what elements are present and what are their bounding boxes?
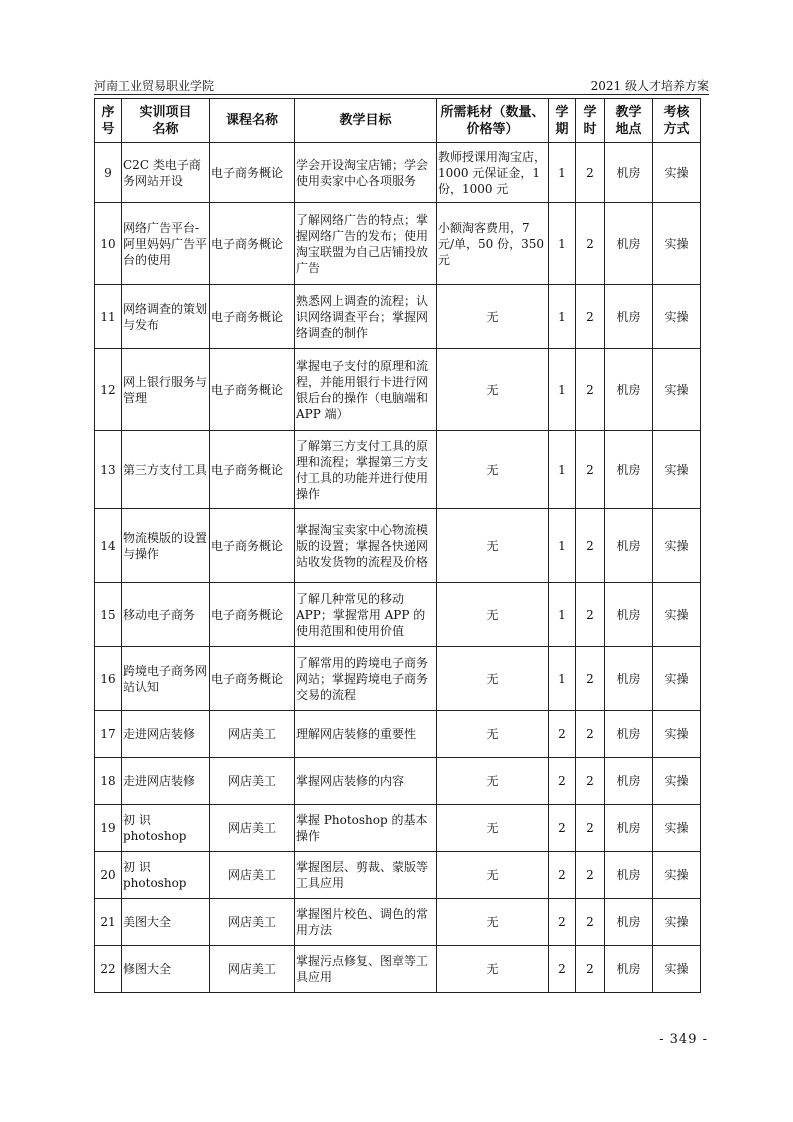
header-row <box>95 99 701 143</box>
col-header-hours: 学时 <box>576 99 605 143</box>
teaching-goal: 掌握电子支付的原理和流程，并能用银行卡进行网银后台的操作（电脑端和 APP 端） <box>295 349 437 431</box>
place: 机房 <box>605 899 653 946</box>
materials: 无 <box>437 647 549 711</box>
materials: 无 <box>437 431 549 509</box>
table-row <box>95 349 701 431</box>
hours: 2 <box>576 647 605 711</box>
row-number: 9 <box>95 143 122 203</box>
course-name: 网店美工 <box>210 758 295 805</box>
row-number: 16 <box>95 647 122 711</box>
place: 机房 <box>605 805 653 852</box>
table-row <box>95 583 701 647</box>
term: 2 <box>549 899 576 946</box>
place: 机房 <box>605 583 653 647</box>
place: 机房 <box>605 285 653 349</box>
term: 2 <box>549 711 576 758</box>
course-name: 电子商务概论 <box>210 349 295 431</box>
term: 2 <box>549 946 576 993</box>
page-number: - 349 - <box>659 1032 708 1047</box>
place: 机房 <box>605 349 653 431</box>
row-number: 10 <box>95 203 122 285</box>
place: 机房 <box>605 509 653 583</box>
table-row <box>95 852 701 899</box>
course-name: 电子商务概论 <box>210 431 295 509</box>
project-name: 走进网店装修 <box>122 758 210 805</box>
materials: 无 <box>437 285 549 349</box>
table-row <box>95 711 701 758</box>
exam-method: 实操 <box>653 431 701 509</box>
materials: 无 <box>437 509 549 583</box>
row-number: 18 <box>95 758 122 805</box>
course-name: 网店美工 <box>210 946 295 993</box>
place: 机房 <box>605 203 653 285</box>
table-row <box>95 143 701 203</box>
project-name: 网络广告平台-阿里妈妈广告平台的使用 <box>122 203 210 285</box>
col-header-course: 课程名称 <box>210 99 295 143</box>
exam-method: 实操 <box>653 143 701 203</box>
term: 1 <box>549 285 576 349</box>
row-number: 15 <box>95 583 122 647</box>
col-header-term: 学期 <box>549 99 576 143</box>
project-name: 移动电子商务 <box>122 583 210 647</box>
project-name: 初 识 photoshop <box>122 852 210 899</box>
table-row <box>95 509 701 583</box>
table-body <box>95 143 701 993</box>
term: 1 <box>549 509 576 583</box>
col-header-no: 序号 <box>95 99 122 143</box>
course-name: 网店美工 <box>210 711 295 758</box>
project-name: 初 识 photoshop <box>122 805 210 852</box>
teaching-goal: 掌握淘宝卖家中心物流模版的设置；掌握各快递网站收发货物的流程及价格 <box>295 509 437 583</box>
term: 1 <box>549 431 576 509</box>
hours: 2 <box>576 583 605 647</box>
col-header-project: 实训项目名称 <box>122 99 210 143</box>
table-row <box>95 805 701 852</box>
table-row <box>95 899 701 946</box>
teaching-goal: 了解常用的跨境电子商务网站；掌握跨境电子商务交易的流程 <box>295 647 437 711</box>
materials: 无 <box>437 758 549 805</box>
teaching-goal: 了解第三方支付工具的原理和流程；掌握第三方支付工具的功能并进行使用操作 <box>295 431 437 509</box>
course-name: 电子商务概论 <box>210 203 295 285</box>
course-name: 电子商务概论 <box>210 143 295 203</box>
hours: 2 <box>576 431 605 509</box>
row-number: 21 <box>95 899 122 946</box>
materials: 无 <box>437 583 549 647</box>
table-row <box>95 647 701 711</box>
term: 1 <box>549 647 576 711</box>
hours: 2 <box>576 946 605 993</box>
course-name: 电子商务概论 <box>210 285 295 349</box>
teaching-goal: 学会开设淘宝店铺；学会使用卖家中心各项服务 <box>295 143 437 203</box>
term: 1 <box>549 349 576 431</box>
col-header-materials: 所需耗材（数量、价格等） <box>437 99 549 143</box>
teaching-goal: 掌握网店装修的内容 <box>295 758 437 805</box>
course-name: 电子商务概论 <box>210 583 295 647</box>
exam-method: 实操 <box>653 349 701 431</box>
exam-method: 实操 <box>653 805 701 852</box>
row-number: 13 <box>95 431 122 509</box>
training-table <box>94 98 701 993</box>
materials: 无 <box>437 711 549 758</box>
header-rule <box>94 94 709 95</box>
teaching-goal: 掌握 Photoshop 的基本操作 <box>295 805 437 852</box>
place: 机房 <box>605 758 653 805</box>
col-header-exam: 考核方式 <box>653 99 701 143</box>
materials: 无 <box>437 946 549 993</box>
term: 2 <box>549 758 576 805</box>
row-number: 12 <box>95 349 122 431</box>
place: 机房 <box>605 647 653 711</box>
project-name: 网络调查的策划与发布 <box>122 285 210 349</box>
row-number: 11 <box>95 285 122 349</box>
place: 机房 <box>605 431 653 509</box>
exam-method: 实操 <box>653 509 701 583</box>
place: 机房 <box>605 946 653 993</box>
hours: 2 <box>576 852 605 899</box>
hours: 2 <box>576 509 605 583</box>
hours: 2 <box>576 349 605 431</box>
materials: 小额淘客费用，7 元/单，50 份，350 元 <box>437 203 549 285</box>
materials: 无 <box>437 852 549 899</box>
col-header-goal: 教学目标 <box>295 99 437 143</box>
exam-method: 实操 <box>653 583 701 647</box>
exam-method: 实操 <box>653 647 701 711</box>
materials: 教师授课用淘宝店，1000 元保证金，1 份，1000 元 <box>437 143 549 203</box>
term: 2 <box>549 852 576 899</box>
row-number: 19 <box>95 805 122 852</box>
table-row <box>95 758 701 805</box>
teaching-goal: 了解网络广告的特点；掌握网络广告的发布；使用淘宝联盟为自己店铺投放广告 <box>295 203 437 285</box>
table-row <box>95 431 701 509</box>
project-name: 物流模版的设置与操作 <box>122 509 210 583</box>
teaching-goal: 理解网店装修的重要性 <box>295 711 437 758</box>
course-name: 网店美工 <box>210 805 295 852</box>
hours: 2 <box>576 805 605 852</box>
exam-method: 实操 <box>653 285 701 349</box>
project-name: 修图大全 <box>122 946 210 993</box>
exam-method: 实操 <box>653 946 701 993</box>
project-name: 跨境电子商务网站认知 <box>122 647 210 711</box>
materials: 无 <box>437 349 549 431</box>
teaching-goal: 掌握图层、剪裁、蒙版等工具应用 <box>295 852 437 899</box>
materials: 无 <box>437 805 549 852</box>
hours: 2 <box>576 203 605 285</box>
hours: 2 <box>576 285 605 349</box>
table-row <box>95 203 701 285</box>
exam-method: 实操 <box>653 711 701 758</box>
course-name: 网店美工 <box>210 899 295 946</box>
place: 机房 <box>605 711 653 758</box>
materials: 无 <box>437 899 549 946</box>
term: 1 <box>549 583 576 647</box>
teaching-goal: 掌握污点修复、图章等工具应用 <box>295 946 437 993</box>
exam-method: 实操 <box>653 203 701 285</box>
header-doc-title: 2021 级人才培养方案 <box>590 79 709 93</box>
row-number: 14 <box>95 509 122 583</box>
exam-method: 实操 <box>653 899 701 946</box>
project-name: 走进网店装修 <box>122 711 210 758</box>
table-row <box>95 946 701 993</box>
hours: 2 <box>576 711 605 758</box>
project-name: C2C 类电子商务网站开设 <box>122 143 210 203</box>
course-name: 电子商务概论 <box>210 509 295 583</box>
teaching-goal: 熟悉网上调查的流程；认识网络调查平台；掌握网络调查的制作 <box>295 285 437 349</box>
teaching-goal: 掌握图片校色、调色的常用方法 <box>295 899 437 946</box>
table-row <box>95 285 701 349</box>
teaching-goal: 了解几种常见的移动 APP；掌握常用 APP 的使用范围和使用价值 <box>295 583 437 647</box>
row-number: 17 <box>95 711 122 758</box>
col-header-place: 教学地点 <box>605 99 653 143</box>
hours: 2 <box>576 899 605 946</box>
term: 1 <box>549 143 576 203</box>
course-name: 网店美工 <box>210 852 295 899</box>
hours: 2 <box>576 143 605 203</box>
row-number: 20 <box>95 852 122 899</box>
exam-method: 实操 <box>653 852 701 899</box>
hours: 2 <box>576 758 605 805</box>
exam-method: 实操 <box>653 758 701 805</box>
course-name: 电子商务概论 <box>210 647 295 711</box>
term: 2 <box>549 805 576 852</box>
header-school-name: 河南工业贸易职业学院 <box>94 79 215 93</box>
project-name: 第三方支付工具 <box>122 431 210 509</box>
term: 1 <box>549 203 576 285</box>
project-name: 网上银行服务与管理 <box>122 349 210 431</box>
row-number: 22 <box>95 946 122 993</box>
place: 机房 <box>605 852 653 899</box>
place: 机房 <box>605 143 653 203</box>
project-name: 美图大全 <box>122 899 210 946</box>
